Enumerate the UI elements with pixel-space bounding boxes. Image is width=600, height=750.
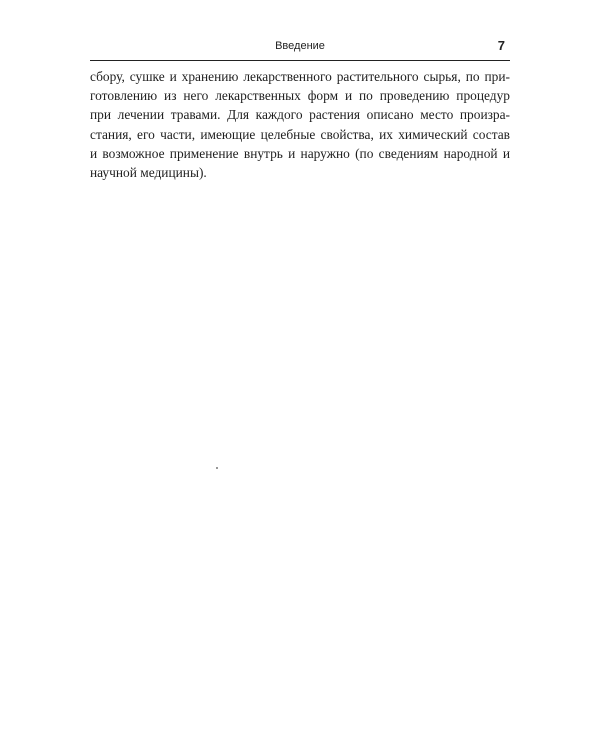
scan-speck <box>216 467 218 469</box>
header-rule <box>90 60 510 61</box>
text-line: и возможное применение внутрь и наружно (по сведениям народной и <box>90 145 510 161</box>
text-line: готовлению из него лекарственных форм и по проведению процедур <box>90 88 510 104</box>
text-line: научной медицины). <box>90 165 207 181</box>
page-number: 7 <box>497 38 505 53</box>
text-line: при лечении травами. Для каждого растения описано место произра- <box>90 107 510 123</box>
text-line: сбору, сушке и хранению лекарственного растительного сырья, по при- <box>90 69 510 84</box>
running-head <box>90 37 510 59</box>
running-title: Введение <box>275 40 325 52</box>
text-line: стания, его части, имеющие целебные свойства, их химический состав <box>90 126 510 142</box>
body-paragraph <box>90 67 510 182</box>
